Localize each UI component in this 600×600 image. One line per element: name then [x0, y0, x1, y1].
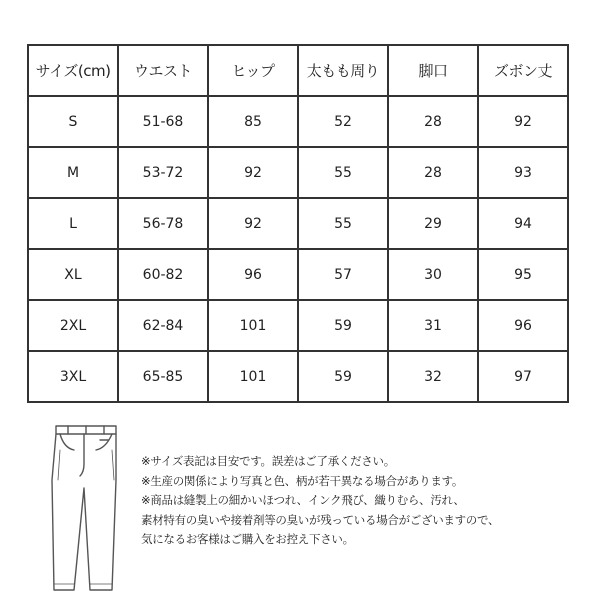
- note-line: 気になるお客様はご購入をお控え下さい。: [141, 532, 354, 546]
- thigh-cell: 59: [298, 351, 388, 402]
- header-waist: ウエスト: [118, 45, 208, 96]
- waist-cell: 53-72: [118, 147, 208, 198]
- size-chart-header-row: [28, 45, 568, 96]
- size-cell: 2XL: [28, 300, 118, 351]
- table-row: [28, 96, 568, 147]
- table-row: [28, 147, 568, 198]
- hip-cell: 85: [208, 96, 298, 147]
- header-hip: ヒップ: [208, 45, 298, 96]
- hem-cell: 31: [388, 300, 478, 351]
- length-cell: 97: [478, 351, 568, 402]
- waist-cell: 51-68: [118, 96, 208, 147]
- waist-cell: 60-82: [118, 249, 208, 300]
- pants-icon: [30, 420, 120, 595]
- waist-cell: 56-78: [118, 198, 208, 249]
- size-cell: XL: [28, 249, 118, 300]
- hem-cell: 28: [388, 96, 478, 147]
- note-line: ※サイズ表記は目安です。誤差はご了承ください。: [141, 454, 395, 468]
- waist-cell: 62-84: [118, 300, 208, 351]
- hip-cell: 96: [208, 249, 298, 300]
- length-cell: 92: [478, 96, 568, 147]
- hem-cell: 32: [388, 351, 478, 402]
- thigh-cell: 59: [298, 300, 388, 351]
- hem-cell: 28: [388, 147, 478, 198]
- size-chart-table: [27, 44, 569, 403]
- size-cell: M: [28, 147, 118, 198]
- notes: [141, 452, 596, 550]
- note-line: ※商品は縫製上の細かいほつれ、インク飛び、織りむら、汚れ、: [141, 493, 465, 507]
- header-hem: 脚口: [388, 45, 478, 96]
- hip-cell: 92: [208, 147, 298, 198]
- table-row: [28, 249, 568, 300]
- header-size: サイズ(cm): [28, 45, 118, 96]
- thigh-cell: 55: [298, 147, 388, 198]
- thigh-cell: 52: [298, 96, 388, 147]
- size-cell: L: [28, 198, 118, 249]
- thigh-cell: 55: [298, 198, 388, 249]
- table-row: [28, 351, 568, 402]
- hip-cell: 101: [208, 300, 298, 351]
- table-row: [28, 300, 568, 351]
- thigh-cell: 57: [298, 249, 388, 300]
- hip-cell: 101: [208, 351, 298, 402]
- table-row: [28, 198, 568, 249]
- length-cell: 95: [478, 249, 568, 300]
- header-thigh: 太もも周り: [298, 45, 388, 96]
- note-line: 素材特有の臭いや接着剤等の臭いが残っている場合がございますので、: [141, 512, 500, 527]
- length-cell: 93: [478, 147, 568, 198]
- size-cell: S: [28, 96, 118, 147]
- hip-cell: 92: [208, 198, 298, 249]
- header-length: ズボン丈: [478, 45, 568, 96]
- size-cell: 3XL: [28, 351, 118, 402]
- hem-cell: 29: [388, 198, 478, 249]
- length-cell: 94: [478, 198, 568, 249]
- note-line: ※生産の関係により写真と色、柄が若干異なる場合があります。: [141, 473, 464, 488]
- waist-cell: 65-85: [118, 351, 208, 402]
- length-cell: 96: [478, 300, 568, 351]
- hem-cell: 30: [388, 249, 478, 300]
